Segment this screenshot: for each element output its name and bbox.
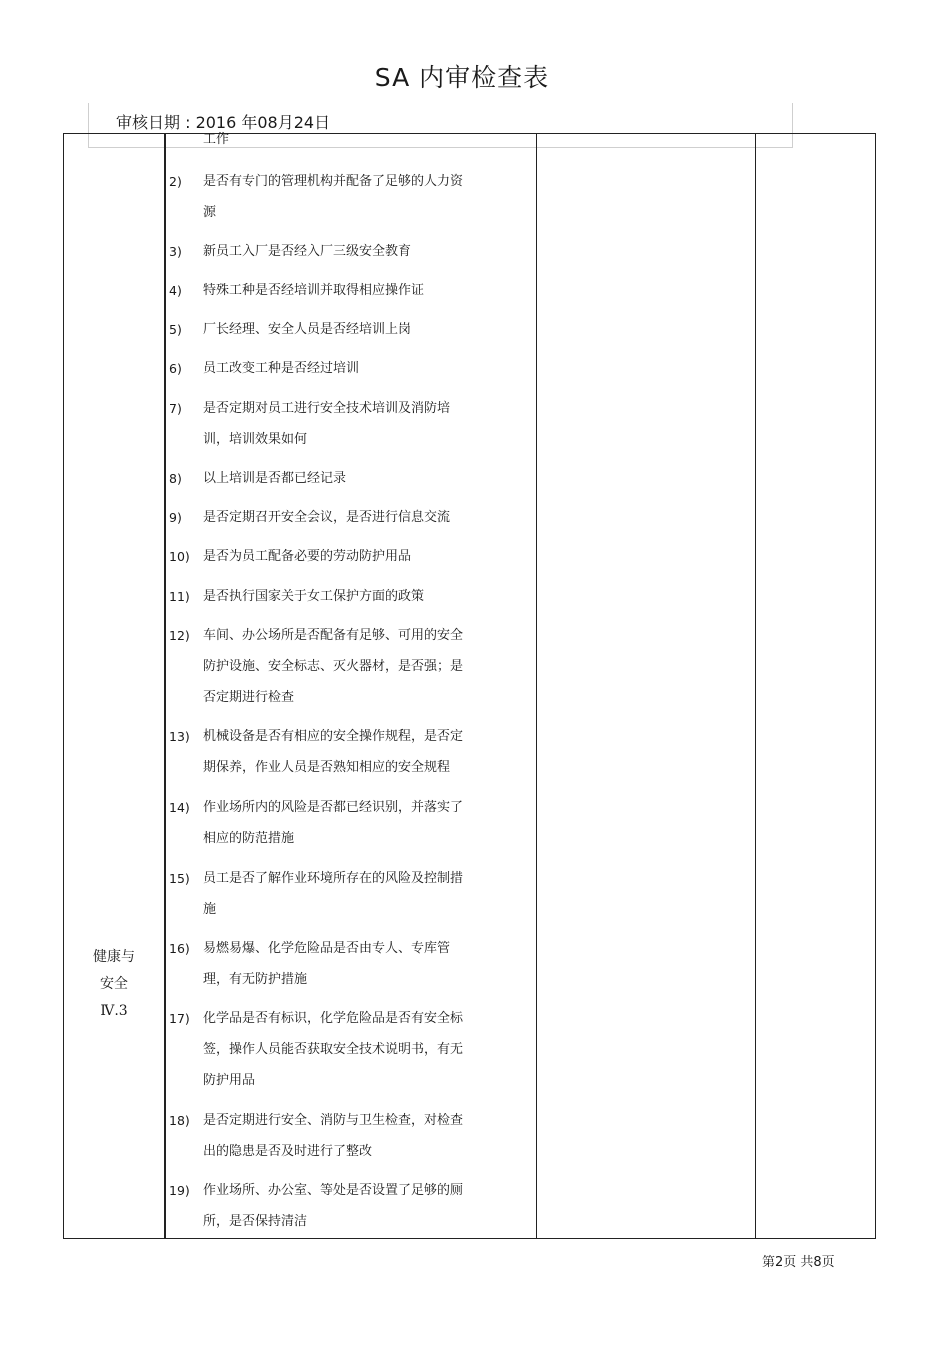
item-number: 8) [169, 471, 182, 486]
item-text: 作业场所内的风险是否都已经识别，并落实了 相应的防范措施 [203, 800, 464, 846]
item-text: 是否有专门的管理机构并配备了足够的人力资 源 [203, 174, 464, 220]
item-number: 17) [169, 1011, 190, 1026]
item-text: 新员工入厂是否经入厂三级安全教育 [203, 244, 412, 259]
item-number: 3) [169, 244, 182, 259]
item-number: 12) [169, 628, 190, 643]
item-number: 15) [169, 871, 190, 886]
item-number: 5) [169, 322, 182, 337]
item-text: 是否定期对员工进行安全技术培训及消防培 训，培训效果如何 [203, 401, 451, 447]
item-text: 作业场所、办公室、等处是否设置了足够的厕 所，是否保持清洁 [203, 1183, 464, 1229]
item-number: 9) [169, 510, 182, 525]
item-text: 是否执行国家关于女工保护方面的政策 [203, 589, 425, 604]
item-number: 19) [169, 1183, 190, 1198]
item-text: 是否定期召开安全会议，是否进行信息交流 [203, 510, 451, 525]
item-text: 化学品是否有标识，化学危险品是否有安全标 签，操作人员能否获取安全技术说明书，有无 防护用品 [203, 1011, 464, 1088]
item-text: 车间、办公场所是否配备有足够、可用的安全 防护设施、安全标志、灭火器材，是否强；是 否定期进行检查 [203, 628, 464, 705]
column-divider [164, 134, 166, 1238]
item-number: 16) [169, 941, 190, 956]
item-number: 10) [169, 549, 190, 564]
item-text: 易燃易爆、化学危险品是否由专人、专库管 理，有无防护措施 [203, 941, 451, 987]
item-number: 2) [169, 174, 182, 189]
checklist-table [63, 133, 876, 1239]
category-line: 健康与 [93, 949, 135, 965]
category-line: 安全 [100, 976, 128, 992]
item-number: 6) [169, 361, 182, 376]
category-cell [64, 944, 164, 1025]
item-number: 14) [169, 800, 190, 815]
audit-date: 审核日期 : 2016 年08月24日 [116, 113, 331, 132]
item-text: 厂长经理、安全人员是否经培训上岗 [203, 322, 412, 337]
item-number: 7) [169, 401, 182, 416]
item-text: 员工改变工种是否经过培训 [203, 361, 360, 376]
item-text: 员工是否了解作业环境所存在的风险及控制措 施 [203, 871, 464, 917]
item-number: 13) [169, 729, 190, 744]
continuation-text: 工作 [203, 132, 230, 147]
item-number: 18) [169, 1113, 190, 1128]
document-title: SA 内审检查表 [374, 63, 550, 92]
item-number: 11) [169, 589, 190, 604]
page-footer: 第2页 共8页 [762, 1255, 835, 1270]
column-divider [536, 134, 537, 1238]
category-line: Ⅳ.3 [100, 1003, 128, 1019]
item-text: 以上培训是否都已经记录 [203, 471, 347, 486]
item-text: 机械设备是否有相应的安全操作规程，是否定 期保养，作业人员是否熟知相应的安全规程 [203, 729, 464, 775]
item-text: 特殊工种是否经培训并取得相应操作证 [203, 283, 425, 298]
column-divider [755, 134, 756, 1238]
item-text: 是否为员工配备必要的劳动防护用品 [203, 549, 412, 564]
item-number: 4) [169, 283, 182, 298]
item-text: 是否定期进行安全、消防与卫生检查，对检查 出的隐患是否及时进行了整改 [203, 1113, 464, 1159]
